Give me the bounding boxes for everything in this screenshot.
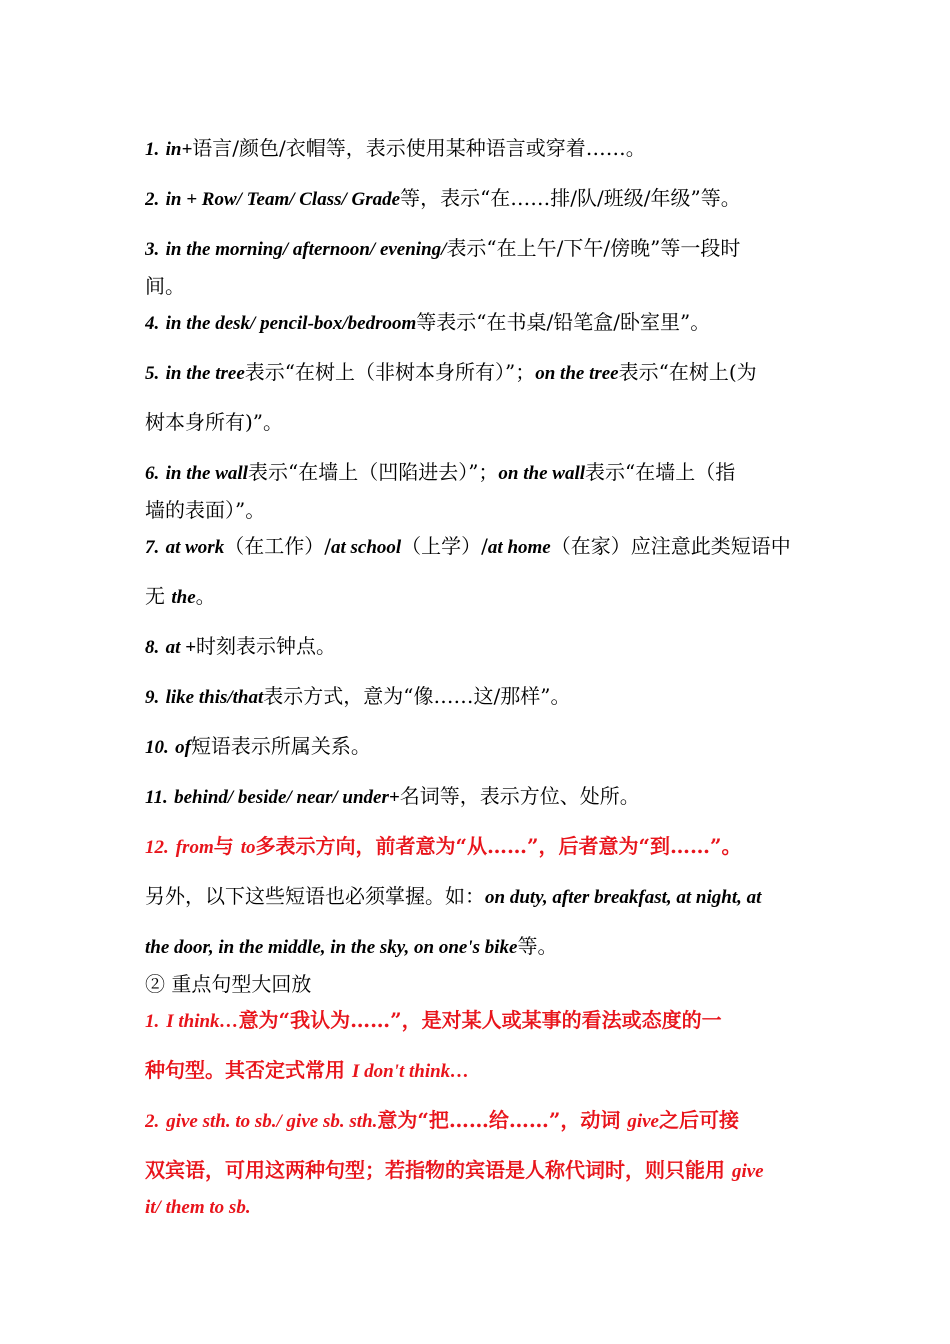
chinese-text: 另外，以下这些短语也必须掌握。如： <box>145 884 485 908</box>
text-line <box>145 1006 835 1036</box>
text-line <box>145 496 835 524</box>
item-number: 6. <box>145 463 160 484</box>
chinese-text: （在家）应注意此类短语中 <box>550 534 791 558</box>
text-line <box>145 582 835 612</box>
text-line <box>145 1056 835 1086</box>
text-line <box>145 308 835 338</box>
item-number: 7. <box>145 537 160 558</box>
chinese-text: 。 <box>195 584 216 608</box>
english-phrase: in the morning/ afternoon/ evening/ <box>165 239 447 260</box>
item-number: 1. <box>145 139 160 160</box>
text-line <box>145 184 835 214</box>
english-phrase: on the wall <box>498 463 585 484</box>
chinese-text: 种句型。其否定式常用 <box>145 1058 352 1082</box>
chinese-text: 意为“我认为……”，是对某人或某事的看法或态度的一 <box>238 1008 722 1032</box>
text-line <box>145 970 835 998</box>
chinese-text: 墙的表面）”。 <box>145 498 266 522</box>
english-phrase: give sth. to sb./ give sb. sth. <box>166 1111 378 1132</box>
text-line <box>145 832 835 862</box>
text-line <box>145 632 835 662</box>
english-phrase: in+ <box>165 139 193 160</box>
item-number: 1. <box>145 1011 160 1032</box>
chinese-text: 名词等，表示方位、处所。 <box>399 784 640 808</box>
chinese-text: ② 重点句型大回放 <box>145 972 312 996</box>
item-number: 2. <box>145 1111 160 1132</box>
chinese-text: 意为“把……给……”，动词 <box>377 1108 628 1132</box>
text-line <box>145 682 835 712</box>
chinese-text: 表示“在墙上（指 <box>585 460 736 484</box>
english-phrase: in the desk/ pencil-box/bedroom <box>165 313 417 334</box>
english-phrase: I think… <box>166 1011 239 1032</box>
text-line <box>145 458 835 488</box>
text-line <box>145 732 835 762</box>
chinese-text: 语言/颜色/衣帽等，表示使用某种语言或穿着……。 <box>192 136 646 160</box>
chinese-text: 树本身所有)”。 <box>145 410 284 434</box>
text-line <box>145 882 835 912</box>
text-line <box>145 1192 835 1222</box>
english-phrase: at work <box>165 537 225 558</box>
item-number: 5. <box>145 363 160 384</box>
english-phrase: at + <box>165 637 196 658</box>
english-phrase: the door, in the middle, in the sky, on one's bike <box>145 937 518 958</box>
text-line <box>145 408 835 436</box>
chinese-text: 表示“在树上（非树本身所有）”； <box>244 360 536 384</box>
item-number: 10. <box>145 737 169 758</box>
text-line <box>145 234 835 264</box>
text-line <box>145 932 835 962</box>
item-number: 8. <box>145 637 160 658</box>
item-number: 3. <box>145 239 160 260</box>
item-number: 4. <box>145 313 160 334</box>
chinese-text: 之后可接 <box>658 1108 739 1132</box>
english-phrase: like this/that <box>165 687 264 708</box>
chinese-text: 等。 <box>517 934 558 958</box>
chinese-text: 间。 <box>145 274 185 298</box>
text-line <box>145 134 835 164</box>
english-phrase: to <box>240 837 256 858</box>
english-phrase: give <box>627 1111 659 1132</box>
chinese-text: （上学）/ <box>401 534 488 558</box>
chinese-text: 表示“在墙上（凹陷进去）”； <box>247 460 499 484</box>
item-number: 9. <box>145 687 160 708</box>
text-line <box>145 782 835 812</box>
chinese-text: 时刻表示钟点。 <box>195 634 336 658</box>
english-phrase: on duty, after breakfast, at night, at <box>485 887 762 908</box>
english-phrase: the <box>171 587 196 608</box>
english-phrase: in the tree <box>165 363 245 384</box>
english-phrase: in the wall <box>165 463 248 484</box>
chinese-text: 与 <box>213 834 241 858</box>
chinese-text: 多表示方向，前者意为“从……”，后者意为“到……”。 <box>255 834 742 858</box>
english-phrase: at school <box>330 537 402 558</box>
english-phrase: it/ them to sb. <box>145 1197 251 1218</box>
chinese-text: 等表示“在书桌/铅笔盒/卧室里”。 <box>416 310 711 334</box>
text-line <box>145 532 835 562</box>
chinese-text: （在工作）/ <box>224 534 331 558</box>
english-phrase: from <box>175 837 214 858</box>
english-phrase: of <box>175 737 191 758</box>
english-phrase: on the tree <box>535 363 619 384</box>
item-number: 12. <box>145 837 169 858</box>
text-line <box>145 1106 835 1136</box>
english-phrase: give <box>731 1161 764 1182</box>
english-phrase: in + Row/ Team/ Class/ Grade <box>165 189 401 210</box>
chinese-text: 表示“在树上(为 <box>618 360 757 384</box>
item-number: 11. <box>145 787 168 808</box>
chinese-text: 等，表示“在……排/队/班级/年级”等。 <box>400 186 741 210</box>
chinese-text: 短语表示所属关系。 <box>190 734 371 758</box>
text-line <box>145 272 835 300</box>
english-phrase: behind/ beside/ near/ under+ <box>174 787 400 808</box>
chinese-text: 表示“在上午/下午/傍晚”等一段时 <box>446 236 741 260</box>
text-line <box>145 358 835 388</box>
chinese-text: 双宾语，可用这两种句型；若指物的宾语是人称代词时，则只能用 <box>145 1158 732 1182</box>
chinese-text: 无 <box>145 584 172 608</box>
text-line <box>145 1156 835 1186</box>
item-number: 2. <box>145 189 160 210</box>
english-phrase: I don't think… <box>351 1061 470 1082</box>
chinese-text: 表示方式，意为“像……这/那样”。 <box>263 684 571 708</box>
english-phrase: at home <box>487 537 551 558</box>
